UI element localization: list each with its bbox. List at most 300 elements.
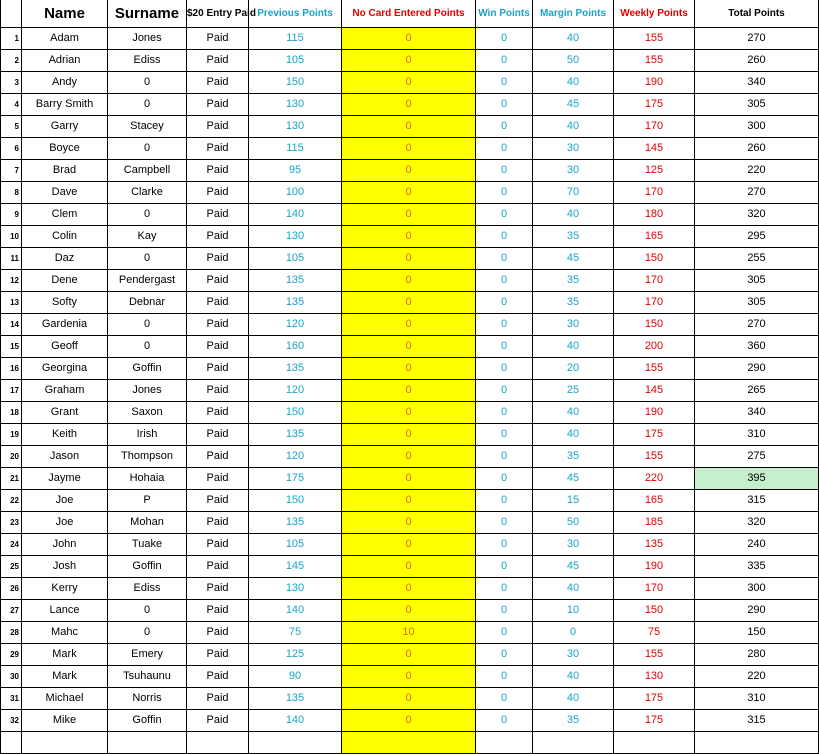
name-cell[interactable]: Softy	[22, 292, 108, 314]
margin-points-cell[interactable]: 10	[533, 600, 614, 622]
total-points-header[interactable]: Total Points	[695, 0, 819, 28]
no-card-points-cell[interactable]: 0	[342, 248, 476, 270]
surname-cell[interactable]: 0	[108, 204, 187, 226]
margin-points-cell[interactable]: 40	[533, 424, 614, 446]
row-number-cell[interactable]: 13	[1, 292, 22, 314]
name-cell[interactable]	[22, 732, 108, 754]
name-cell[interactable]: Mike	[22, 710, 108, 732]
surname-cell[interactable]: Norris	[108, 688, 187, 710]
name-cell[interactable]: Clem	[22, 204, 108, 226]
total-points-cell[interactable]: 320	[695, 204, 819, 226]
margin-points-cell[interactable]: 45	[533, 94, 614, 116]
weekly-points-cell[interactable]: 155	[614, 50, 695, 72]
name-cell[interactable]: Brad	[22, 160, 108, 182]
entry-paid-cell[interactable]: Paid	[187, 468, 249, 490]
surname-cell[interactable]: Mohan	[108, 512, 187, 534]
weekly-points-cell[interactable]: 220	[614, 468, 695, 490]
entry-paid-cell[interactable]: Paid	[187, 336, 249, 358]
row-number-cell[interactable]: 5	[1, 116, 22, 138]
previous-points-cell[interactable]: 130	[249, 94, 342, 116]
weekly-points-cell[interactable]: 165	[614, 490, 695, 512]
previous-points-cell[interactable]: 175	[249, 468, 342, 490]
margin-points-cell[interactable]	[533, 732, 614, 754]
margin-points-cell[interactable]: 40	[533, 578, 614, 600]
no-card-points-cell[interactable]: 0	[342, 204, 476, 226]
entry-paid-cell[interactable]: Paid	[187, 600, 249, 622]
weekly-points-cell[interactable]: 175	[614, 424, 695, 446]
margin-points-cell[interactable]: 30	[533, 644, 614, 666]
name-cell[interactable]: Garry	[22, 116, 108, 138]
win-points-cell[interactable]: 0	[476, 50, 533, 72]
total-points-cell[interactable]: 315	[695, 710, 819, 732]
entry-paid-cell[interactable]: Paid	[187, 248, 249, 270]
margin-points-cell[interactable]: 40	[533, 72, 614, 94]
no-card-points-cell[interactable]: 10	[342, 622, 476, 644]
name-cell[interactable]: Colin	[22, 226, 108, 248]
row-number-cell[interactable]: 28	[1, 622, 22, 644]
entry-paid-cell[interactable]: Paid	[187, 226, 249, 248]
win-points-cell[interactable]: 0	[476, 534, 533, 556]
name-cell[interactable]: Andy	[22, 72, 108, 94]
win-points-cell[interactable]: 0	[476, 160, 533, 182]
previous-points-cell[interactable]: 140	[249, 600, 342, 622]
total-points-cell[interactable]: 265	[695, 380, 819, 402]
no-card-points-cell[interactable]: 0	[342, 116, 476, 138]
name-cell[interactable]: Lance	[22, 600, 108, 622]
previous-points-cell[interactable]: 140	[249, 710, 342, 732]
margin-points-cell[interactable]: 35	[533, 446, 614, 468]
margin-points-cell[interactable]: 35	[533, 226, 614, 248]
margin-points-cell[interactable]: 35	[533, 710, 614, 732]
row-number-cell[interactable]	[1, 732, 22, 754]
entry-paid-cell[interactable]: Paid	[187, 204, 249, 226]
entry-paid-header[interactable]: $20 Entry Paid	[187, 0, 249, 28]
no-card-points-header[interactable]: No Card Entered Points	[342, 0, 476, 28]
weekly-points-cell[interactable]: 150	[614, 248, 695, 270]
weekly-points-cell[interactable]: 170	[614, 578, 695, 600]
name-cell[interactable]: Dene	[22, 270, 108, 292]
win-points-cell[interactable]: 0	[476, 622, 533, 644]
previous-points-cell[interactable]: 135	[249, 512, 342, 534]
win-points-cell[interactable]: 0	[476, 72, 533, 94]
surname-cell[interactable]: Goffin	[108, 358, 187, 380]
previous-points-cell[interactable]: 115	[249, 138, 342, 160]
no-card-points-cell[interactable]: 0	[342, 424, 476, 446]
win-points-header[interactable]: Win Points	[476, 0, 533, 28]
surname-cell[interactable]: Tsuhaunu	[108, 666, 187, 688]
name-cell[interactable]: Dave	[22, 182, 108, 204]
surname-cell[interactable]: Jones	[108, 380, 187, 402]
entry-paid-cell[interactable]: Paid	[187, 28, 249, 50]
surname-cell[interactable]: Saxon	[108, 402, 187, 424]
total-points-cell[interactable]: 310	[695, 424, 819, 446]
weekly-points-cell[interactable]: 150	[614, 314, 695, 336]
no-card-points-cell[interactable]: 0	[342, 490, 476, 512]
weekly-points-cell[interactable]: 75	[614, 622, 695, 644]
win-points-cell[interactable]: 0	[476, 336, 533, 358]
entry-paid-cell[interactable]: Paid	[187, 556, 249, 578]
win-points-cell[interactable]: 0	[476, 380, 533, 402]
previous-points-cell[interactable]: 120	[249, 380, 342, 402]
name-cell[interactable]: Joe	[22, 512, 108, 534]
row-number-cell[interactable]: 8	[1, 182, 22, 204]
margin-points-cell[interactable]: 15	[533, 490, 614, 512]
name-cell[interactable]: Grant	[22, 402, 108, 424]
weekly-points-cell[interactable]: 170	[614, 270, 695, 292]
row-number-cell[interactable]: 7	[1, 160, 22, 182]
weekly-points-cell[interactable]: 155	[614, 28, 695, 50]
row-number-cell[interactable]: 20	[1, 446, 22, 468]
previous-points-cell[interactable]: 135	[249, 688, 342, 710]
name-cell[interactable]: Graham	[22, 380, 108, 402]
entry-paid-cell[interactable]: Paid	[187, 446, 249, 468]
margin-points-cell[interactable]: 0	[533, 622, 614, 644]
total-points-cell[interactable]: 280	[695, 644, 819, 666]
total-points-cell[interactable]: 270	[695, 314, 819, 336]
no-card-points-cell[interactable]: 0	[342, 512, 476, 534]
no-card-points-cell[interactable]: 0	[342, 292, 476, 314]
total-points-cell[interactable]: 310	[695, 688, 819, 710]
row-number-cell[interactable]: 27	[1, 600, 22, 622]
weekly-points-cell[interactable]: 155	[614, 644, 695, 666]
win-points-cell[interactable]: 0	[476, 468, 533, 490]
win-points-cell[interactable]: 0	[476, 666, 533, 688]
previous-points-cell[interactable]: 125	[249, 644, 342, 666]
row-number-cell[interactable]: 30	[1, 666, 22, 688]
total-points-cell[interactable]: 220	[695, 666, 819, 688]
win-points-cell[interactable]: 0	[476, 204, 533, 226]
weekly-points-cell[interactable]: 185	[614, 512, 695, 534]
margin-points-cell[interactable]: 45	[533, 468, 614, 490]
win-points-cell[interactable]: 0	[476, 182, 533, 204]
surname-cell[interactable]: 0	[108, 248, 187, 270]
surname-cell[interactable]: Jones	[108, 28, 187, 50]
entry-paid-cell[interactable]: Paid	[187, 314, 249, 336]
total-points-cell[interactable]: 305	[695, 270, 819, 292]
row-number-cell[interactable]: 1	[1, 28, 22, 50]
name-cell[interactable]: Joe	[22, 490, 108, 512]
margin-points-cell[interactable]: 35	[533, 270, 614, 292]
name-cell[interactable]: Gardenia	[22, 314, 108, 336]
previous-points-cell[interactable]: 135	[249, 358, 342, 380]
entry-paid-cell[interactable]: Paid	[187, 534, 249, 556]
win-points-cell[interactable]: 0	[476, 28, 533, 50]
total-points-cell[interactable]: 305	[695, 292, 819, 314]
total-points-cell[interactable]: 290	[695, 600, 819, 622]
weekly-points-cell[interactable]: 145	[614, 380, 695, 402]
name-cell[interactable]: Kerry	[22, 578, 108, 600]
no-card-points-cell[interactable]: 0	[342, 336, 476, 358]
margin-points-cell[interactable]: 40	[533, 204, 614, 226]
margin-points-cell[interactable]: 45	[533, 556, 614, 578]
previous-points-cell[interactable]: 150	[249, 72, 342, 94]
surname-cell[interactable]	[108, 732, 187, 754]
total-points-cell[interactable]: 315	[695, 490, 819, 512]
entry-paid-cell[interactable]: Paid	[187, 72, 249, 94]
margin-points-cell[interactable]: 45	[533, 248, 614, 270]
total-points-cell[interactable]: 340	[695, 402, 819, 424]
name-cell[interactable]: Michael	[22, 688, 108, 710]
previous-points-cell[interactable]: 120	[249, 314, 342, 336]
row-number-cell[interactable]: 16	[1, 358, 22, 380]
weekly-points-cell[interactable]: 170	[614, 116, 695, 138]
margin-points-cell[interactable]: 35	[533, 292, 614, 314]
row-number-cell[interactable]: 22	[1, 490, 22, 512]
no-card-points-cell[interactable]: 0	[342, 50, 476, 72]
previous-points-header[interactable]: Previous Points	[249, 0, 342, 28]
weekly-points-cell[interactable]: 180	[614, 204, 695, 226]
name-cell[interactable]: Mark	[22, 666, 108, 688]
win-points-cell[interactable]: 0	[476, 688, 533, 710]
weekly-points-cell[interactable]: 170	[614, 292, 695, 314]
row-number-cell[interactable]: 31	[1, 688, 22, 710]
row-number-cell[interactable]: 15	[1, 336, 22, 358]
name-cell[interactable]: Keith	[22, 424, 108, 446]
name-cell[interactable]: John	[22, 534, 108, 556]
entry-paid-cell[interactable]: Paid	[187, 424, 249, 446]
name-cell[interactable]: Georgina	[22, 358, 108, 380]
total-points-cell[interactable]: 305	[695, 94, 819, 116]
win-points-cell[interactable]: 0	[476, 138, 533, 160]
weekly-points-cell[interactable]: 125	[614, 160, 695, 182]
row-number-cell[interactable]: 17	[1, 380, 22, 402]
win-points-cell[interactable]	[476, 732, 533, 754]
row-number-cell[interactable]: 11	[1, 248, 22, 270]
total-points-cell[interactable]: 270	[695, 28, 819, 50]
previous-points-cell[interactable]: 95	[249, 160, 342, 182]
margin-points-cell[interactable]: 40	[533, 336, 614, 358]
no-card-points-cell[interactable]: 0	[342, 94, 476, 116]
total-points-cell[interactable]: 260	[695, 138, 819, 160]
margin-points-cell[interactable]: 50	[533, 50, 614, 72]
no-card-points-cell[interactable]: 0	[342, 556, 476, 578]
weekly-points-cell[interactable]: 200	[614, 336, 695, 358]
name-header[interactable]: Name	[22, 0, 108, 28]
previous-points-cell[interactable]: 135	[249, 424, 342, 446]
total-points-cell[interactable]: 220	[695, 160, 819, 182]
win-points-cell[interactable]: 0	[476, 710, 533, 732]
name-cell[interactable]: Adrian	[22, 50, 108, 72]
surname-cell[interactable]: Ediss	[108, 578, 187, 600]
win-points-cell[interactable]: 0	[476, 248, 533, 270]
entry-paid-cell[interactable]: Paid	[187, 710, 249, 732]
weekly-points-cell[interactable]: 175	[614, 710, 695, 732]
margin-points-cell[interactable]: 40	[533, 402, 614, 424]
total-points-cell[interactable]: 255	[695, 248, 819, 270]
win-points-cell[interactable]: 0	[476, 358, 533, 380]
row-number-cell[interactable]: 19	[1, 424, 22, 446]
margin-points-cell[interactable]: 30	[533, 138, 614, 160]
no-card-points-cell[interactable]: 0	[342, 270, 476, 292]
entry-paid-cell[interactable]: Paid	[187, 644, 249, 666]
total-points-cell[interactable]: 275	[695, 446, 819, 468]
surname-cell[interactable]: Emery	[108, 644, 187, 666]
previous-points-cell[interactable]: 105	[249, 50, 342, 72]
margin-points-header[interactable]: Margin Points	[533, 0, 614, 28]
win-points-cell[interactable]: 0	[476, 424, 533, 446]
surname-cell[interactable]: Hohaia	[108, 468, 187, 490]
margin-points-cell[interactable]: 40	[533, 28, 614, 50]
total-points-cell[interactable]: 290	[695, 358, 819, 380]
no-card-points-cell[interactable]	[342, 732, 476, 754]
previous-points-cell[interactable]: 120	[249, 446, 342, 468]
weekly-points-cell[interactable]: 165	[614, 226, 695, 248]
surname-cell[interactable]: Goffin	[108, 556, 187, 578]
total-points-cell[interactable]: 260	[695, 50, 819, 72]
total-points-cell[interactable]: 340	[695, 72, 819, 94]
name-cell[interactable]: Boyce	[22, 138, 108, 160]
weekly-points-header[interactable]: Weekly Points	[614, 0, 695, 28]
name-cell[interactable]: Jayme	[22, 468, 108, 490]
row-number-cell[interactable]: 10	[1, 226, 22, 248]
surname-cell[interactable]: P	[108, 490, 187, 512]
weekly-points-cell[interactable]	[614, 732, 695, 754]
no-card-points-cell[interactable]: 0	[342, 688, 476, 710]
surname-cell[interactable]: 0	[108, 314, 187, 336]
surname-cell[interactable]: Irish	[108, 424, 187, 446]
entry-paid-cell[interactable]: Paid	[187, 622, 249, 644]
weekly-points-cell[interactable]: 150	[614, 600, 695, 622]
row-number-cell[interactable]: 32	[1, 710, 22, 732]
weekly-points-cell[interactable]: 135	[614, 534, 695, 556]
entry-paid-cell[interactable]: Paid	[187, 292, 249, 314]
entry-paid-cell[interactable]: Paid	[187, 688, 249, 710]
surname-cell[interactable]: 0	[108, 72, 187, 94]
previous-points-cell[interactable]: 150	[249, 402, 342, 424]
entry-paid-cell[interactable]: Paid	[187, 666, 249, 688]
previous-points-cell[interactable]: 75	[249, 622, 342, 644]
previous-points-cell[interactable]: 90	[249, 666, 342, 688]
surname-cell[interactable]: Ediss	[108, 50, 187, 72]
previous-points-cell[interactable]: 130	[249, 578, 342, 600]
margin-points-cell[interactable]: 30	[533, 314, 614, 336]
previous-points-cell[interactable]: 115	[249, 28, 342, 50]
win-points-cell[interactable]: 0	[476, 292, 533, 314]
weekly-points-cell[interactable]: 130	[614, 666, 695, 688]
win-points-cell[interactable]: 0	[476, 314, 533, 336]
no-card-points-cell[interactable]: 0	[342, 380, 476, 402]
margin-points-cell[interactable]: 30	[533, 534, 614, 556]
win-points-cell[interactable]: 0	[476, 402, 533, 424]
entry-paid-cell[interactable]	[187, 732, 249, 754]
no-card-points-cell[interactable]: 0	[342, 358, 476, 380]
entry-paid-cell[interactable]: Paid	[187, 358, 249, 380]
total-points-cell[interactable]: 150	[695, 622, 819, 644]
name-cell[interactable]: Mark	[22, 644, 108, 666]
no-card-points-cell[interactable]: 0	[342, 578, 476, 600]
entry-paid-cell[interactable]: Paid	[187, 402, 249, 424]
entry-paid-cell[interactable]: Paid	[187, 94, 249, 116]
previous-points-cell[interactable]: 130	[249, 116, 342, 138]
surname-cell[interactable]: Pendergast	[108, 270, 187, 292]
win-points-cell[interactable]: 0	[476, 446, 533, 468]
row-number-cell[interactable]: 18	[1, 402, 22, 424]
previous-points-cell[interactable]: 105	[249, 534, 342, 556]
margin-points-cell[interactable]: 50	[533, 512, 614, 534]
win-points-cell[interactable]: 0	[476, 556, 533, 578]
row-number-cell[interactable]: 9	[1, 204, 22, 226]
surname-cell[interactable]: 0	[108, 94, 187, 116]
entry-paid-cell[interactable]: Paid	[187, 182, 249, 204]
total-points-cell[interactable]: 295	[695, 226, 819, 248]
total-points-cell[interactable]: 300	[695, 116, 819, 138]
total-points-cell[interactable]	[695, 732, 819, 754]
name-cell[interactable]: Adam	[22, 28, 108, 50]
surname-cell[interactable]: 0	[108, 336, 187, 358]
win-points-cell[interactable]: 0	[476, 490, 533, 512]
entry-paid-cell[interactable]: Paid	[187, 380, 249, 402]
row-number-cell[interactable]: 29	[1, 644, 22, 666]
previous-points-cell[interactable]: 100	[249, 182, 342, 204]
surname-header[interactable]: Surname	[108, 0, 187, 28]
no-card-points-cell[interactable]: 0	[342, 710, 476, 732]
no-card-points-cell[interactable]: 0	[342, 182, 476, 204]
row-number-cell[interactable]: 14	[1, 314, 22, 336]
weekly-points-cell[interactable]: 190	[614, 556, 695, 578]
previous-points-cell[interactable]: 135	[249, 270, 342, 292]
no-card-points-cell[interactable]: 0	[342, 72, 476, 94]
entry-paid-cell[interactable]: Paid	[187, 512, 249, 534]
no-card-points-cell[interactable]: 0	[342, 314, 476, 336]
previous-points-cell[interactable]: 150	[249, 490, 342, 512]
row-number-header[interactable]	[1, 0, 22, 28]
total-points-cell[interactable]: 360	[695, 336, 819, 358]
no-card-points-cell[interactable]: 0	[342, 226, 476, 248]
weekly-points-cell[interactable]: 175	[614, 94, 695, 116]
no-card-points-cell[interactable]: 0	[342, 666, 476, 688]
weekly-points-cell[interactable]: 155	[614, 358, 695, 380]
surname-cell[interactable]: Stacey	[108, 116, 187, 138]
surname-cell[interactable]: Clarke	[108, 182, 187, 204]
name-cell[interactable]: Mahc	[22, 622, 108, 644]
entry-paid-cell[interactable]: Paid	[187, 50, 249, 72]
row-number-cell[interactable]: 4	[1, 94, 22, 116]
total-points-cell[interactable]: 270	[695, 182, 819, 204]
row-number-cell[interactable]: 12	[1, 270, 22, 292]
row-number-cell[interactable]: 3	[1, 72, 22, 94]
surname-cell[interactable]: Campbell	[108, 160, 187, 182]
no-card-points-cell[interactable]: 0	[342, 138, 476, 160]
previous-points-cell[interactable]: 140	[249, 204, 342, 226]
surname-cell[interactable]: Debnar	[108, 292, 187, 314]
previous-points-cell[interactable]: 130	[249, 226, 342, 248]
row-number-cell[interactable]: 21	[1, 468, 22, 490]
win-points-cell[interactable]: 0	[476, 94, 533, 116]
total-points-cell[interactable]: 300	[695, 578, 819, 600]
no-card-points-cell[interactable]: 0	[342, 160, 476, 182]
name-cell[interactable]: Josh	[22, 556, 108, 578]
weekly-points-cell[interactable]: 190	[614, 72, 695, 94]
entry-paid-cell[interactable]: Paid	[187, 578, 249, 600]
margin-points-cell[interactable]: 70	[533, 182, 614, 204]
row-number-cell[interactable]: 2	[1, 50, 22, 72]
margin-points-cell[interactable]: 30	[533, 160, 614, 182]
total-points-cell[interactable]: 395	[695, 468, 819, 490]
weekly-points-cell[interactable]: 190	[614, 402, 695, 424]
no-card-points-cell[interactable]: 0	[342, 644, 476, 666]
row-number-cell[interactable]: 26	[1, 578, 22, 600]
row-number-cell[interactable]: 6	[1, 138, 22, 160]
entry-paid-cell[interactable]: Paid	[187, 490, 249, 512]
margin-points-cell[interactable]: 40	[533, 116, 614, 138]
previous-points-cell[interactable]: 135	[249, 292, 342, 314]
margin-points-cell[interactable]: 40	[533, 688, 614, 710]
entry-paid-cell[interactable]: Paid	[187, 270, 249, 292]
surname-cell[interactable]: Tuake	[108, 534, 187, 556]
entry-paid-cell[interactable]: Paid	[187, 116, 249, 138]
surname-cell[interactable]: Thompson	[108, 446, 187, 468]
win-points-cell[interactable]: 0	[476, 270, 533, 292]
